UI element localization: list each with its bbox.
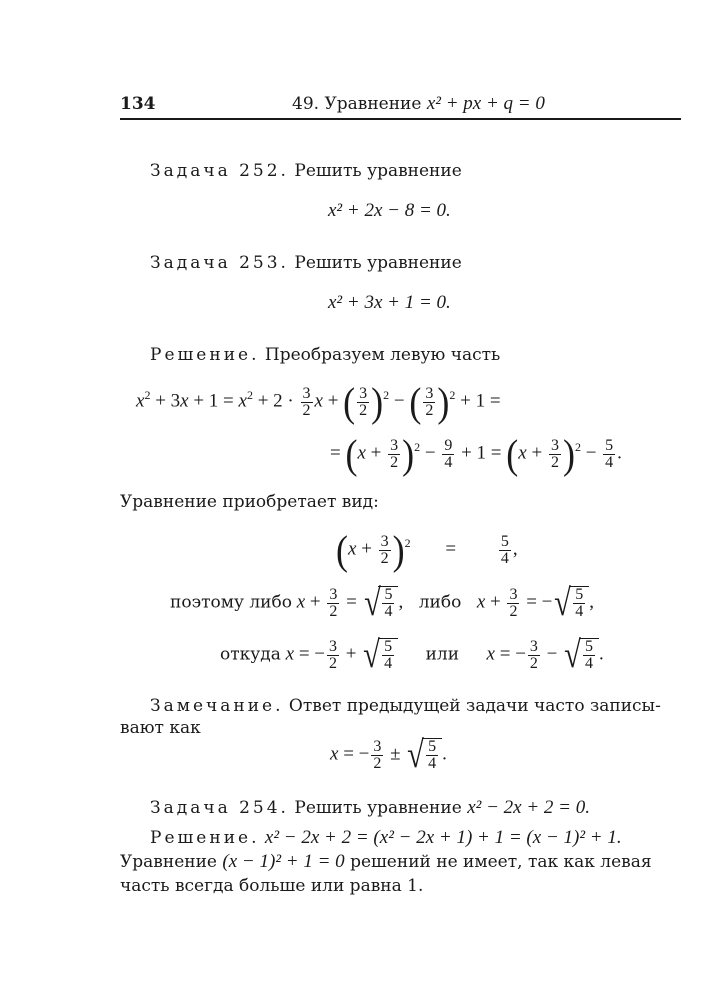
- problem-label: Задача 253.: [150, 253, 289, 273]
- no-solutions-text: решений не имеет, так как левая: [350, 852, 652, 872]
- running-header: [292, 94, 545, 114]
- problem-253: [150, 253, 462, 273]
- therefore-line: поэтому либо x + $\frac{3}{2}$ = √ $\frac{5}{4}$ , либо x + $\frac{3}{2}$ = −√ $\frac{5}{4}$ ,: [170, 582, 595, 624]
- problem-label: Задача 252.: [150, 161, 289, 181]
- equation-252: x² + 2x − 8 = 0.: [328, 200, 451, 221]
- transform-line-2: = (x + $\frac{3}{2}$ )$^2$ − $\frac{9}{4}$ + 1 = (x + $\frac{3}{2}$ )$^2$ − $\frac{5}{4}$ .: [330, 431, 622, 477]
- equation-253: x² + 3x + 1 = 0.: [328, 292, 451, 313]
- problem-label: Задача 254.: [150, 798, 289, 818]
- therefore-word: поэтому либо: [170, 592, 292, 613]
- remark-formula: x = − $\frac{3}{2}$ ± √ $\frac{5}{4}$ .: [330, 734, 447, 776]
- solution-label: Решение.: [150, 345, 260, 365]
- problem-text: Решить уравнение: [294, 253, 462, 273]
- remark-line-1: [150, 696, 661, 716]
- completed-square-equation: (x + $\frac{3}{2}$ )$^2$ = $\frac{5}{4}$ ,: [336, 527, 518, 573]
- remark-text: Ответ предыдущей задачи часто записы-: [288, 696, 661, 716]
- problem-text: Решить уравнение: [294, 161, 462, 181]
- section-title: 49. Уравнение: [292, 94, 422, 114]
- solution-254-line-1: [150, 828, 622, 848]
- equation-takes-form: Уравнение приобретает вид:: [120, 492, 379, 512]
- header-rule: [120, 118, 681, 120]
- problem-text: Решить уравнение: [294, 798, 462, 818]
- whence-line: откуда x = − $\frac{3}{2}$ + √ $\frac{5}{4}$ или x = − $\frac{3}{2}$ − √ $\frac{5}{4}$ .: [220, 634, 604, 676]
- solution-254-equation: x² − 2x + 2 = (x² − 2x + 1) + 1 = (x − 1)² + 1.: [264, 827, 622, 848]
- solution-label: Решение.: [150, 828, 260, 848]
- equation-254: x² − 2x + 2 = 0.: [467, 797, 590, 818]
- problem-252: [150, 161, 462, 181]
- equation-word: Уравнение: [120, 852, 217, 872]
- page-number: 134: [120, 94, 156, 114]
- solution-254-eq2: (x − 1)² + 1 = 0: [222, 851, 345, 872]
- whence-word: откуда: [220, 644, 281, 665]
- section-equation: x² + px + q = 0: [426, 93, 545, 114]
- problem-254: [150, 798, 590, 818]
- remark-label: Замечание.: [150, 696, 284, 716]
- or-word: либо: [418, 592, 462, 613]
- or-word-2: или: [425, 644, 460, 665]
- solution-254-line-2: [120, 852, 652, 872]
- solution-253-intro: [150, 345, 500, 365]
- remark-line-2: вают как: [120, 718, 201, 738]
- transform-line-1: $x^2 + 3x + 1 = x^2 + 2$ · $\frac{3}{2}$ x + ( $\frac{3}{2}$ )$^2$ − ( $\frac{3}{2}$ )$^2$ + 1 =: [136, 379, 501, 425]
- solution-text: Преобразуем левую часть: [264, 345, 501, 365]
- solution-254-line-3: часть всегда больше или равна 1.: [120, 876, 424, 896]
